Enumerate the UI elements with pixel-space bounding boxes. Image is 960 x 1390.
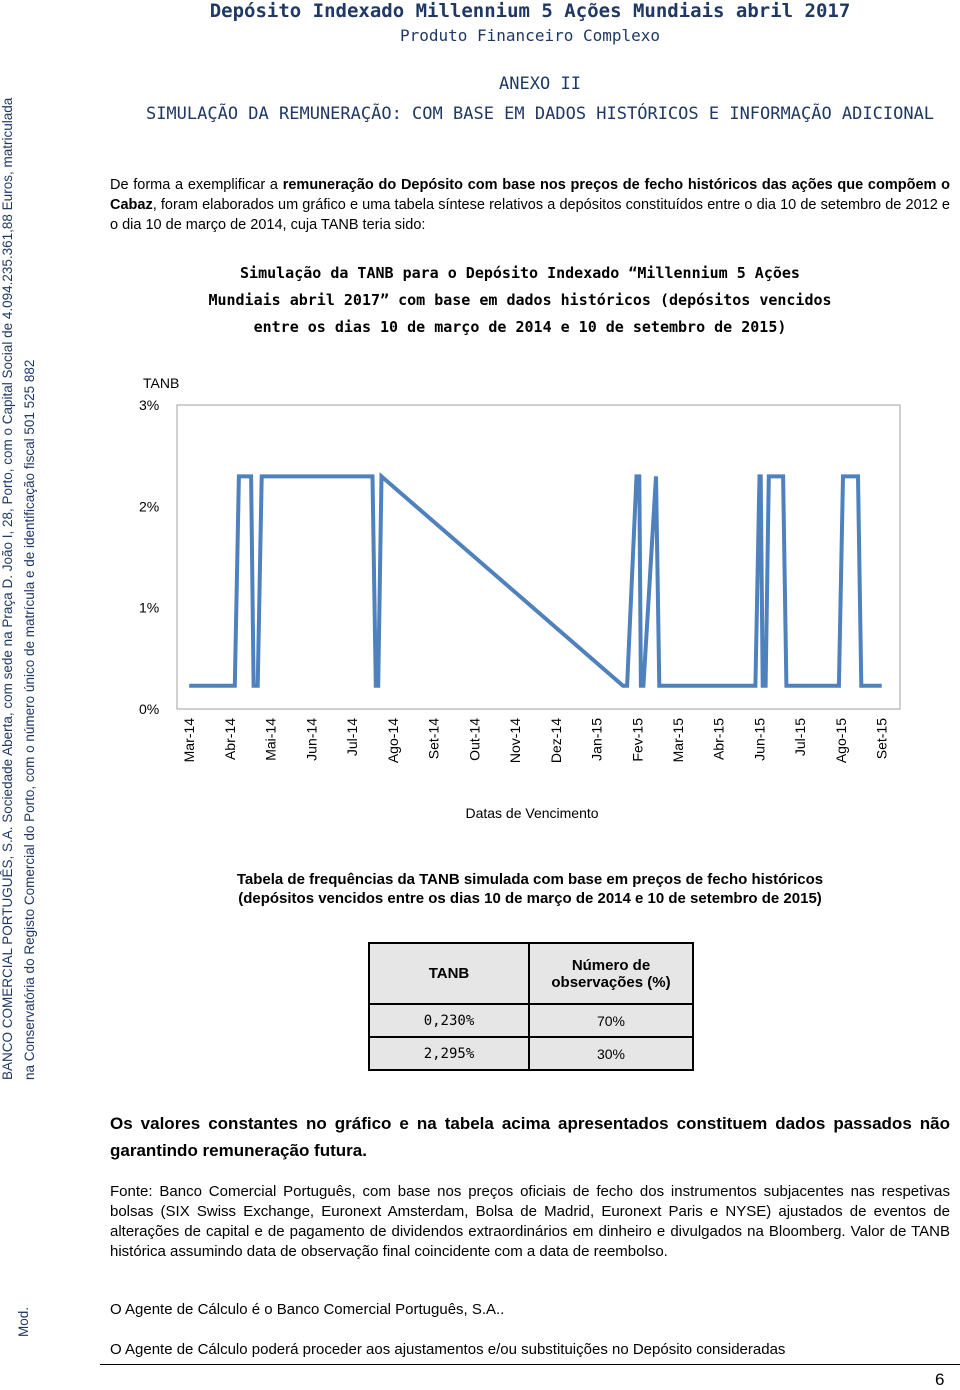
table-cell-observations: 30%	[529, 1037, 693, 1070]
x-tick-label: Mai-14	[262, 718, 279, 761]
x-tick-label: Ago-15	[832, 718, 849, 764]
table-header-observations: Número de observações (%)	[529, 943, 693, 1004]
x-axis-label: Datas de Vencimento	[465, 805, 599, 821]
calculation-agent-note: O Agente de Cálculo é o Banco Comercial Português, S.A..	[110, 1301, 505, 1318]
page-rule	[100, 1364, 960, 1365]
x-tick-label: Jun-14	[303, 718, 320, 761]
chart-title-line-1: Simulação da TANB para o Depósito Indexado “Millennium 5 Ações	[240, 264, 800, 282]
table-header-tanb: TANB	[369, 943, 529, 1004]
page-number: 6	[935, 1370, 945, 1389]
annex-label: ANEXO II	[499, 74, 581, 94]
tanb-line-chart	[100, 360, 920, 840]
intro-bold-text: remuneração do Depósito com base nos preços de fecho históricos das ações que compõem o Cabaz	[110, 177, 950, 213]
table-cell-observations: 70%	[529, 1004, 693, 1037]
table-row	[369, 1037, 693, 1070]
table-cell-tanb: 0,230%	[369, 1004, 529, 1037]
y-tick-label: 3%	[139, 397, 160, 413]
x-tick-label: Abr-15	[710, 718, 727, 761]
table-row	[369, 1004, 693, 1037]
x-tick-label: Set-15	[873, 718, 890, 760]
y-axis-label: TANB	[143, 375, 180, 391]
table-header-row	[369, 943, 693, 1004]
table-title: Tabela de frequências da TANB simulada com base em preços de fecho históricos (depósitos vencidos entre os dias 10 de março de 2014 e 10 de setembro de 2015)	[236, 871, 824, 907]
x-tick-label: Abr-14	[221, 718, 238, 761]
calculation-agent-adjustments-note: O Agente de Cálculo poderá proceder aos ajustamentos e/ou substituições no Depósito consideradas	[110, 1341, 786, 1358]
intro-text-1: De forma a exemplificar a	[110, 177, 283, 193]
x-tick-label: Ago-14	[384, 718, 401, 764]
x-tick-label: Nov-14	[507, 718, 524, 764]
plot-area-frame	[177, 405, 900, 709]
document-subtitle: Produto Financeiro Complexo	[399, 26, 661, 45]
chart-title-line-2: Mundiais abril 2017” com base em dados históricos (depósitos vencidos	[208, 291, 832, 309]
x-tick-label: Jul-14	[344, 718, 361, 757]
disclaimer-text: Os valores constantes no gráfico e na tabela acima apresentados constituem dados passados não garantindo remuneração futura.	[110, 1114, 950, 1160]
document-title: Depósito Indexado Millennium 5 Ações Mundiais abril 2017	[209, 0, 851, 22]
sidebar-mod-label: Mod.	[16, 1306, 31, 1337]
intro-text-2: , foram elaborados um gráfico e uma tabela síntese relativos a depósitos constituídos entre o dia 10 de setembro de 2012 e o dia 10 de março de 2014, cuja TANB teria sido:	[110, 197, 950, 233]
x-tick-label: Out-14	[466, 718, 483, 761]
frequency-table	[368, 942, 694, 1071]
table-cell-tanb: 2,295%	[369, 1037, 529, 1070]
x-tick-label: Set-14	[425, 718, 442, 760]
x-tick-label: Fev-15	[629, 718, 646, 762]
x-tick-label: Dez-14	[547, 718, 564, 764]
tanb-series-line	[189, 476, 882, 685]
chart-title-line-3: entre os dias 10 de março de 2014 e 10 de setembro de 2015)	[253, 318, 787, 336]
x-tick-label: Mar-15	[670, 718, 687, 763]
intro-paragraph	[110, 175, 950, 235]
y-tick-label: 1%	[139, 599, 160, 616]
sidebar-registry-line: na Conservatória do Registo Comercial do Porto, com o número único de matrícula e de identificação fiscal 501 525 882	[22, 359, 37, 1080]
source-note: Fonte: Banco Comercial Português, com base nos preços oficiais de fecho dos instrumentos subjacentes nas respetivas bolsas (SIX Swiss Exchange, Euronext Amsterdam, Bolsa de Madrid, Euronext Paris e NYSE) ajustados de eventos de alterações de capital e de pagamento de dividendos extraordinários em dinheiro e divulgados na Bloomberg. Valor de TANB histórica assumindo data de observação final coincidente com a data de reembolso.	[110, 1183, 950, 1260]
x-tick-label: Jun-15	[751, 718, 768, 761]
y-tick-label: 2%	[139, 498, 160, 515]
sidebar-company-line: BANCO COMERCIAL PORTUGUÊS, S.A. Sociedade Aberta, com sede na Praça D. João I, 28, Porto, com o Capital Social de 4.094.235.361,88 Euros, matriculada	[0, 97, 15, 1080]
chart-title	[200, 260, 840, 341]
x-tick-label: Mar-14	[181, 718, 198, 763]
x-tick-label: Jul-15	[792, 718, 809, 757]
y-tick-label: 0%	[139, 701, 160, 717]
x-tick-label: Jan-15	[588, 718, 605, 761]
section-title: SIMULAÇÃO DA REMUNERAÇÃO: COM BASE EM DADOS HISTÓRICOS E INFORMAÇÃO ADICIONAL	[145, 104, 935, 124]
